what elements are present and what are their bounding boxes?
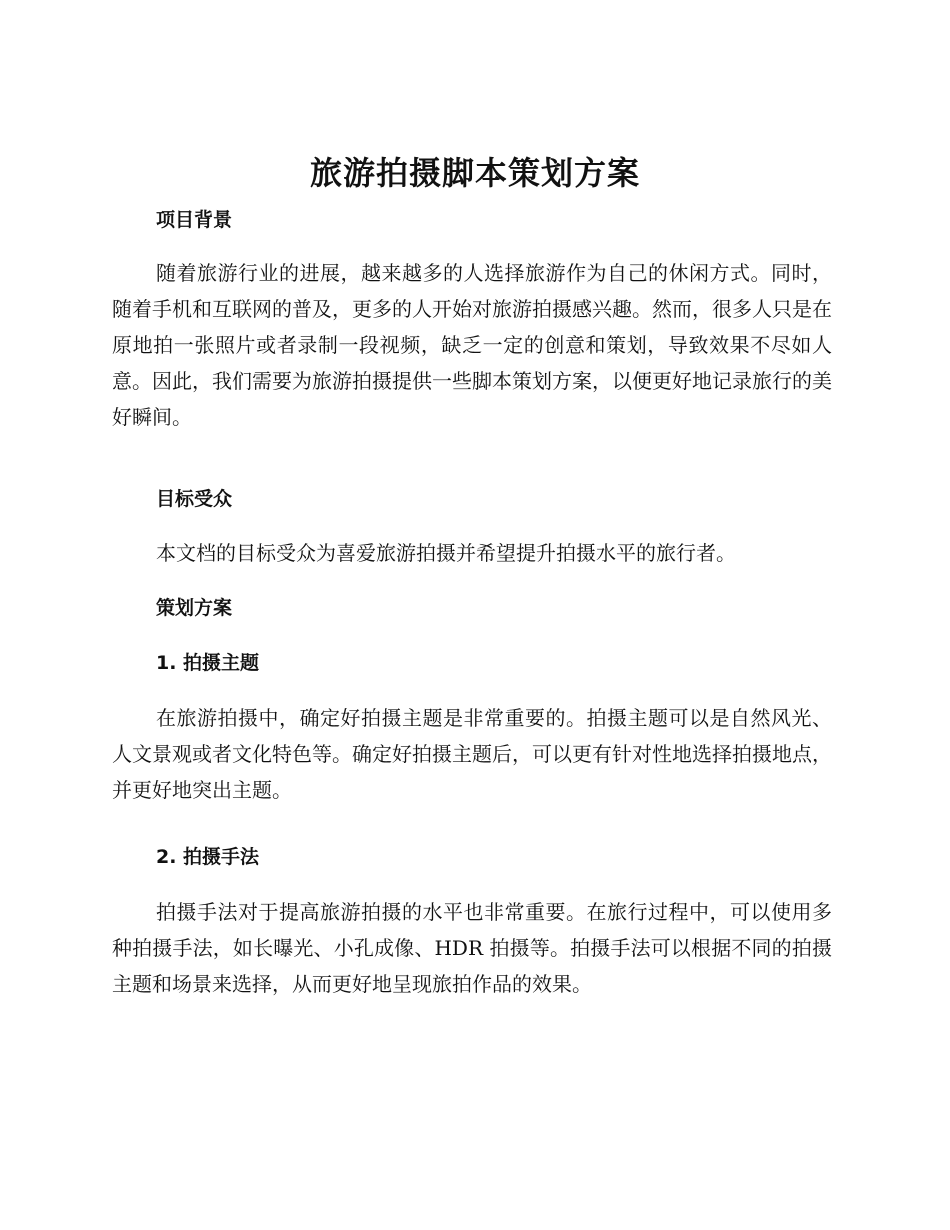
section-heading-audience: 目标受众 — [156, 488, 233, 510]
section-heading-theme: 1. 拍摄主题 — [156, 652, 260, 674]
section-paragraph-theme: 在旅游拍摄中，确定好拍摄主题是非常重要的。拍摄主题可以是自然风光、人文景观或者文化特色等。确定好拍摄主题后，可以更有针对性地选择拍摄地点，并更好地突出主题。 — [112, 706, 832, 802]
section-heading-technique: 2. 拍摄手法 — [156, 846, 260, 868]
section-paragraph-background: 随着旅游行业的进展，越来越多的人选择旅游作为自己的休闲方式。同时，随着手机和互联网的普及，更多的人开始对旅游拍摄感兴趣。然而，很多人只是在原地拍一张照片或者录制一段视频，缺乏一定的创意和策划，导致效果不尽如人意。因此，我们需要为旅游拍摄提供一些脚本策划方案，以便更好地记录旅行的美好瞬间。 — [112, 261, 832, 429]
document-title: 旅游拍摄脚本策划方案 — [309, 154, 640, 192]
section-paragraph-audience: 本文档的目标受众为喜爱旅游拍摄并希望提升拍摄水平的旅行者。 — [156, 541, 736, 565]
section-paragraph-technique: 拍摄手法对于提高旅游拍摄的水平也非常重要。在旅行过程中，可以使用多种拍摄手法，如长曝光、小孔成像、HDR 拍摄等。拍摄手法可以根据不同的拍摄主题和场景来选择，从而更好地呈现旅拍作品的效果。 — [112, 900, 832, 996]
section-heading-plan: 策划方案 — [156, 597, 233, 619]
section-heading-background: 项目背景 — [156, 209, 233, 231]
